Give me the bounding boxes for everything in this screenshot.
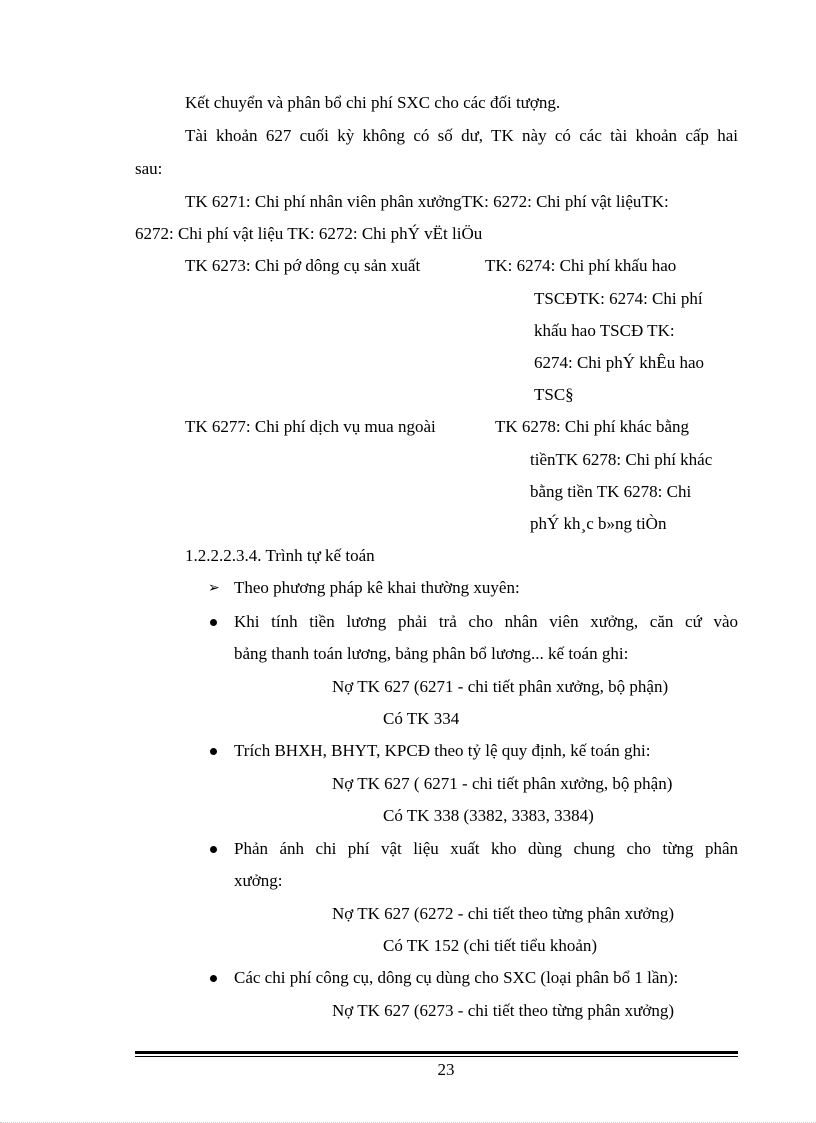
- account-line: khấu hao TSCĐ TK:: [534, 321, 675, 340]
- page-number: 23: [437, 1060, 455, 1079]
- journal-debit: Nợ TK 627 (6271 - chi tiết phân xưởng, bộ phận): [332, 677, 669, 696]
- paragraph-text: Tài khoản 627 cuối kỳ không có số dư, TK này có các tài khoản cấp hai: [185, 126, 738, 145]
- bullet-icon: [210, 975, 217, 982]
- account-line: TK: 6274: Chi phí khấu hao: [485, 256, 677, 275]
- bullet-line: xưởng:: [234, 871, 283, 890]
- method-line: Theo phương pháp kê khai thường xuyên:: [234, 578, 520, 597]
- bullet-line: Các chi phí công cụ, dông cụ dùng cho SXC (loại phân bổ 1 lần):: [234, 968, 679, 987]
- journal-credit: Có TK 152 (chi tiết tiểu khoản): [383, 936, 598, 955]
- bullet-line: bảng thanh toán lương, bảng phân bổ lương... kế toán ghi:: [234, 644, 629, 663]
- footer-rule-thin: [135, 1056, 738, 1057]
- account-line: TSC§: [534, 385, 574, 404]
- account-line: tiềnTK 6278: Chi phí khác: [530, 450, 713, 469]
- account-line: TK 6278: Chi phí khác bằng: [495, 417, 690, 436]
- account-line: 6272: Chi phí vật liệu TK: 6272: Chi phÝ vËt liÖu: [135, 224, 483, 243]
- journal-debit: Nợ TK 627 (6273 - chi tiết theo từng phân xưởng): [332, 1001, 675, 1020]
- account-line: bằng tiền TK 6278: Chi: [530, 482, 692, 501]
- paragraph-line: [185, 125, 738, 147]
- bullet-line: [234, 838, 738, 860]
- account-line: TSCĐTK: 6274: Chi phí: [534, 289, 703, 308]
- journal-credit: Có TK 334: [383, 709, 460, 728]
- footer-rule-thick: [135, 1051, 738, 1054]
- account-line: TK 6273: Chi pớ dông cụ sản xuất: [185, 256, 421, 275]
- section-heading: 1.2.2.2.3.4. Trình tự kế toán: [185, 546, 375, 565]
- bullet-icon: [210, 619, 217, 626]
- bullet-text: Khi tính tiền lương phải trả cho nhân viên xưởng, căn cứ vào: [234, 612, 738, 631]
- paragraph-line: Kết chuyển và phân bổ chi phí SXC cho các đối tượng.: [185, 93, 561, 112]
- arrow-bullet-icon: ➢: [208, 580, 220, 596]
- bullet-text: Phản ánh chi phí vật liệu xuất kho dùng chung cho từng phân: [234, 839, 738, 858]
- account-line: phÝ kh¸c b»ng tiÒn: [530, 514, 667, 533]
- bullet-line: Trích BHXH, BHYT, KPCĐ theo tỷ lệ quy định, kế toán ghi:: [234, 741, 651, 760]
- journal-debit: Nợ TK 627 (6272 - chi tiết theo từng phân xưởng): [332, 904, 675, 923]
- account-line: 6274: Chi phÝ khÊu hao: [534, 353, 704, 372]
- account-line: TK 6271: Chi phí nhân viên phân xưởngTK: 6272: Chi phí vật liệuTK:: [185, 192, 669, 211]
- paragraph-line: sau:: [135, 159, 163, 178]
- journal-credit: Có TK 338 (3382, 3383, 3384): [383, 806, 594, 825]
- bullet-line: [234, 611, 738, 633]
- bullet-icon: [210, 748, 217, 755]
- bullet-icon: [210, 846, 217, 853]
- journal-debit: Nợ TK 627 ( 6271 - chi tiết phân xưởng, bộ phận): [332, 774, 673, 793]
- account-line: TK 6277: Chi phí dịch vụ mua ngoài: [185, 417, 436, 436]
